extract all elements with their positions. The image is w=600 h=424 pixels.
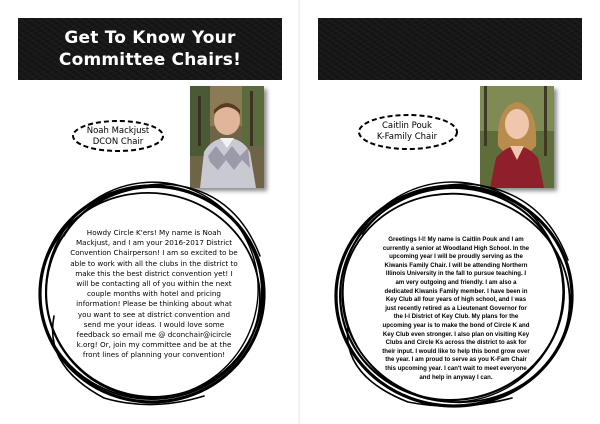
chair-name-label [358,121,456,143]
chair-role: DCON Chair [92,137,144,147]
banner-text [318,18,582,27]
chair-name-label [72,126,164,148]
chair-photo-caitlin [480,86,554,188]
chair-name: Noah Mackjust [86,126,150,136]
page-title-banner [18,18,282,80]
blank-banner [318,18,582,80]
chair-bio: Howdy Circle K'ers! My name is Noah Mackjust, and I am your 2016-2017 District Convention Chairperson! I am so excited to be able to work with all the clubs in the district to make this the best district convention yet! I will be contacting all of you within the next couple months with hotel and pricing information! Please be thinking about what you want to see at district convention and send me your ideas. I would love some feedback so email me @ dconchair@icircle k.org! Or, join my committee and be at the front lines of planning your convention! [70,228,238,360]
page-title [18,18,282,71]
portrait-image [190,86,264,188]
page-title-line2: Committee Chairs! [58,50,242,70]
portrait-image [480,86,554,188]
chair-role: K-Family Chair [376,132,438,142]
chair-name: Caitlin Pouk [382,121,432,131]
chair-photo-noah [190,86,264,188]
chair-bio: Greetings I-I! My name is Caitlin Pouk and I am currently a senior at Woodland High School. In the upcoming year I will be proudly serving as the Kiwanis Family Chair. I will be attending Northern Illinois University in the fall to pursue teaching. I am very outgoing and friendly. I am also a dedicated Kiwanis Family member. I have been in Key Club all four years of high school, and I was just recently retired as a Lieutenant Governor for the I-I District of Key Club. My plans for the upcoming year is to make the bond of Circle K and Key Club even stronger. I also plan on visiting Key Clubs and Circle Ks across the district to ask for their input. I would like to help this bond grow over the year. I am proud to serve as you K-Fam Chair this upcoming year. I can't wait to meet everyone and help in anyway I can. [382,236,530,381]
right-page [300,0,600,424]
page-title-line1: Get To Know Your [64,28,236,48]
